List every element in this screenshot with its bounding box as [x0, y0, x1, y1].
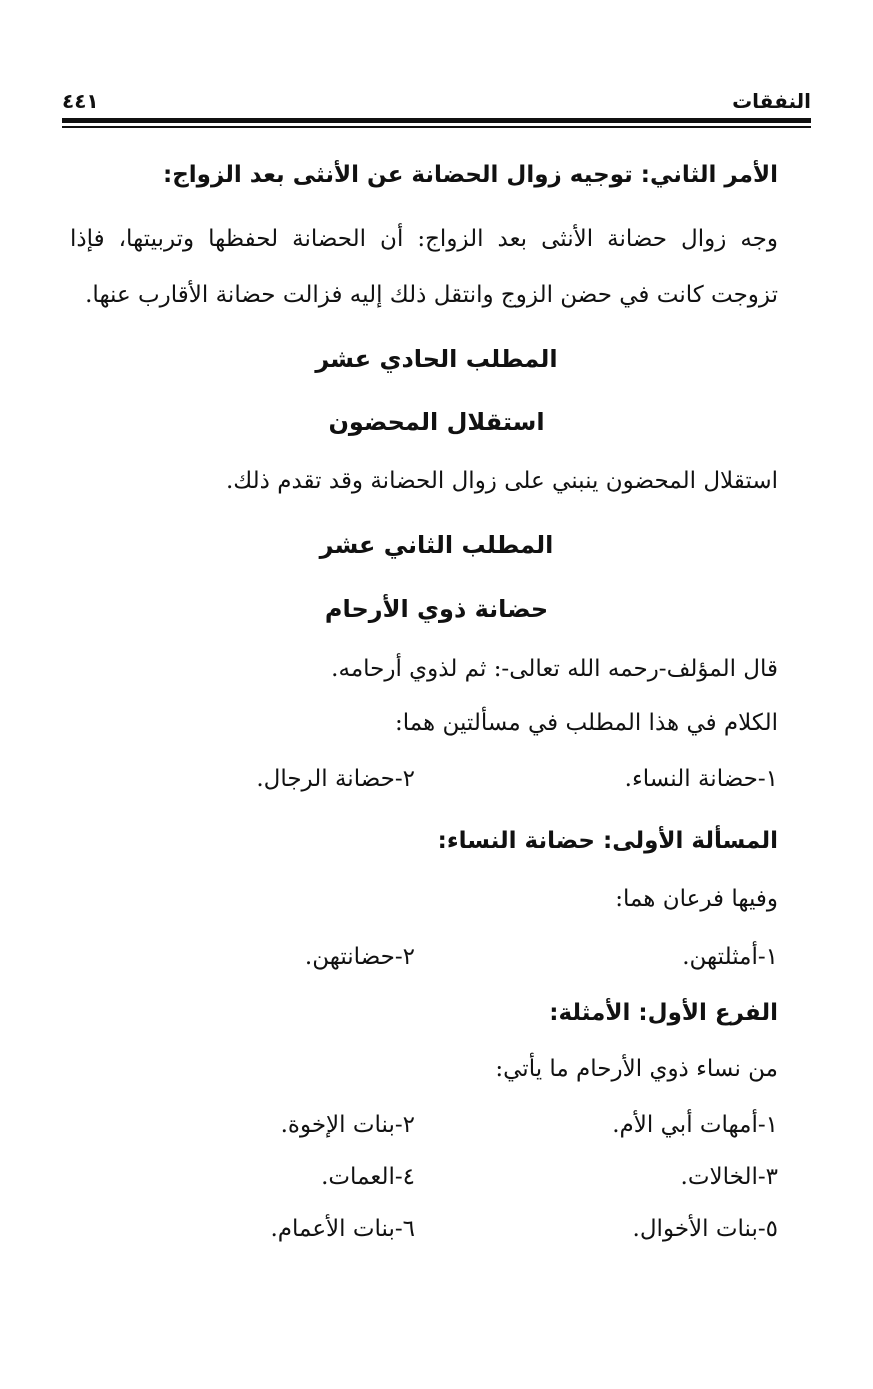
list-item: ٢-بنات الإخوة.	[280, 1112, 415, 1138]
list-item: ٦-بنات الأعمام.	[270, 1216, 415, 1242]
list-item: ١-حضانة النساء.	[624, 766, 778, 792]
list-item: ٥-بنات الأخوال.	[632, 1216, 778, 1242]
list-item: ٢-حضانتهن.	[304, 944, 415, 970]
list-item: ٣-الخالات.	[680, 1164, 778, 1190]
running-title: النفقات	[732, 89, 811, 113]
intro-line: الكلام في هذا المطلب في مسألتين هما:	[394, 710, 778, 736]
matter-heading: الأمر الثاني: توجيه زوال الحضانة عن الأنثى بعد الزواج:	[163, 162, 778, 188]
section-subtitle: حضانة ذوي الأرحام	[324, 595, 549, 623]
intro-line: من نساء ذوي الأرحام ما يأتي:	[495, 1056, 778, 1082]
paragraph-line: تزوجت كانت في حضن الزوج وانتقل ذلك إليه فزالت حضانة الأقارب عنها.	[85, 282, 778, 308]
paragraph-line: وجه زوال حضانة الأنثى بعد الزواج: أن الحضانة لحفظها وتربيتها، فإذا	[70, 226, 778, 252]
section-subtitle: استقلال المحضون	[328, 408, 545, 436]
section-title: المطلب الثاني عشر	[319, 531, 554, 559]
page-number: ٤٤١	[62, 89, 99, 113]
list-item: ٤-العمات.	[321, 1164, 415, 1190]
branch-heading: الفرع الأول: الأمثلة:	[549, 1000, 778, 1026]
list-item: ١-أمهات أبي الأم.	[612, 1112, 778, 1138]
section-title: المطلب الحادي عشر	[315, 345, 558, 373]
list-item: ١-أمثلتهن.	[682, 944, 778, 970]
issue-heading: المسألة الأولى: حضانة النساء:	[437, 828, 778, 854]
quote-line: قال المؤلف-رحمه الله تعالى-: ثم لذوي أرحامه.	[331, 656, 778, 682]
paragraph-line: استقلال المحضون ينبني على زوال الحضانة وقد تقدم ذلك.	[225, 468, 778, 494]
intro-line: وفيها فرعان هما:	[615, 886, 778, 912]
header-rule-thick	[62, 118, 811, 123]
header-rule-thin	[62, 126, 811, 128]
list-item: ٢-حضانة الرجال.	[256, 766, 415, 792]
